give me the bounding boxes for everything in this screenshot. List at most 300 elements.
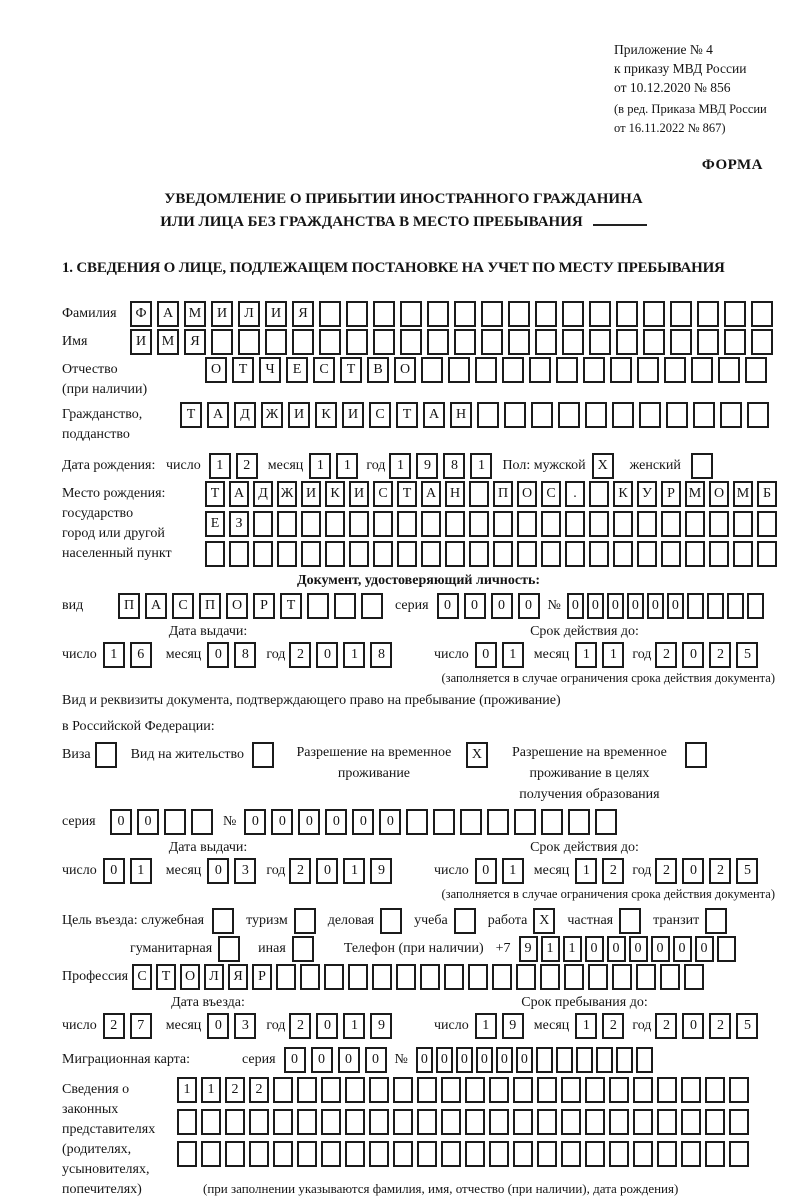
char-box[interactable] xyxy=(637,541,657,567)
visa-checkbox[interactable] xyxy=(95,742,117,768)
char-box[interactable]: С xyxy=(541,481,561,507)
char-box[interactable] xyxy=(249,1109,269,1135)
char-box[interactable]: 0 xyxy=(244,809,266,835)
char-box[interactable]: 0 xyxy=(516,1047,533,1073)
char-box[interactable]: А xyxy=(145,593,167,619)
char-box[interactable] xyxy=(751,329,773,355)
purpose-study-checkbox[interactable] xyxy=(454,908,476,934)
char-box[interactable] xyxy=(565,511,585,537)
char-box[interactable]: П xyxy=(493,481,513,507)
char-box[interactable]: О xyxy=(709,481,729,507)
char-box[interactable] xyxy=(657,1077,677,1103)
char-box[interactable] xyxy=(427,329,449,355)
char-box[interactable] xyxy=(589,301,611,327)
char-box[interactable] xyxy=(324,964,344,990)
char-box[interactable]: 0 xyxy=(379,809,401,835)
char-box[interactable]: Д xyxy=(253,481,273,507)
char-box[interactable]: Ж xyxy=(261,402,283,428)
char-box[interactable] xyxy=(253,511,273,537)
char-box[interactable] xyxy=(277,511,297,537)
char-box[interactable]: Ж xyxy=(277,481,297,507)
char-box[interactable]: 1 xyxy=(602,642,624,668)
char-box[interactable] xyxy=(729,1141,749,1167)
char-box[interactable] xyxy=(396,964,416,990)
char-box[interactable]: 0 xyxy=(682,642,704,668)
char-box[interactable] xyxy=(489,1141,509,1167)
char-box[interactable] xyxy=(273,1141,293,1167)
char-box[interactable]: 0 xyxy=(496,1047,513,1073)
purpose-humanitarian-checkbox[interactable] xyxy=(218,936,240,962)
char-box[interactable]: И xyxy=(265,301,287,327)
char-box[interactable]: О xyxy=(517,481,537,507)
char-box[interactable] xyxy=(681,1109,701,1135)
char-box[interactable]: С xyxy=(132,964,152,990)
char-box[interactable] xyxy=(346,301,368,327)
char-box[interactable]: С xyxy=(369,402,391,428)
char-box[interactable] xyxy=(273,1109,293,1135)
char-box[interactable]: 1 xyxy=(575,642,597,668)
char-box[interactable]: 0 xyxy=(437,593,459,619)
char-box[interactable] xyxy=(558,402,580,428)
char-box[interactable] xyxy=(400,329,422,355)
char-box[interactable] xyxy=(421,511,441,537)
char-box[interactable]: 0 xyxy=(627,593,644,619)
char-box[interactable] xyxy=(448,357,470,383)
char-box[interactable] xyxy=(583,357,605,383)
char-box[interactable] xyxy=(469,511,489,537)
char-box[interactable] xyxy=(562,301,584,327)
char-box[interactable] xyxy=(541,541,561,567)
char-box[interactable] xyxy=(477,402,499,428)
char-box[interactable]: Н xyxy=(445,481,465,507)
char-box[interactable]: 0 xyxy=(607,936,626,962)
char-box[interactable]: 7 xyxy=(130,1013,152,1039)
char-box[interactable] xyxy=(616,1047,633,1073)
char-box[interactable] xyxy=(427,301,449,327)
sex-male-checkbox[interactable]: X xyxy=(592,453,614,479)
char-box[interactable] xyxy=(321,1077,341,1103)
char-box[interactable] xyxy=(670,329,692,355)
char-box[interactable] xyxy=(585,1077,605,1103)
char-box[interactable] xyxy=(225,1109,245,1135)
char-box[interactable] xyxy=(249,1141,269,1167)
char-box[interactable] xyxy=(717,936,736,962)
char-box[interactable] xyxy=(576,1047,593,1073)
char-box[interactable] xyxy=(487,809,509,835)
char-box[interactable] xyxy=(685,511,705,537)
char-box[interactable]: 2 xyxy=(225,1077,245,1103)
char-box[interactable] xyxy=(517,511,537,537)
char-box[interactable] xyxy=(325,511,345,537)
char-box[interactable]: 0 xyxy=(316,1013,338,1039)
char-box[interactable] xyxy=(616,329,638,355)
char-box[interactable] xyxy=(307,593,329,619)
char-box[interactable] xyxy=(535,301,557,327)
char-box[interactable]: 0 xyxy=(271,809,293,835)
char-box[interactable]: Т xyxy=(205,481,225,507)
char-box[interactable]: М xyxy=(157,329,179,355)
char-box[interactable]: К xyxy=(325,481,345,507)
char-box[interactable]: 1 xyxy=(475,1013,497,1039)
char-box[interactable] xyxy=(191,809,213,835)
char-box[interactable]: З xyxy=(229,511,249,537)
char-box[interactable] xyxy=(345,1109,365,1135)
char-box[interactable] xyxy=(321,1141,341,1167)
char-box[interactable]: 8 xyxy=(443,453,465,479)
char-box[interactable] xyxy=(585,402,607,428)
char-box[interactable] xyxy=(301,541,321,567)
char-box[interactable] xyxy=(445,511,465,537)
char-box[interactable]: 0 xyxy=(103,858,125,884)
char-box[interactable] xyxy=(201,1141,221,1167)
char-box[interactable]: Р xyxy=(661,481,681,507)
char-box[interactable]: 0 xyxy=(607,593,624,619)
char-box[interactable]: 0 xyxy=(695,936,714,962)
char-box[interactable]: 2 xyxy=(289,642,311,668)
char-box[interactable] xyxy=(321,1109,341,1135)
char-box[interactable]: 5 xyxy=(736,642,758,668)
char-box[interactable]: Л xyxy=(204,964,224,990)
char-box[interactable] xyxy=(397,511,417,537)
char-box[interactable] xyxy=(373,301,395,327)
char-box[interactable] xyxy=(469,481,489,507)
char-box[interactable] xyxy=(609,1077,629,1103)
char-box[interactable]: П xyxy=(199,593,221,619)
char-box[interactable]: Ф xyxy=(130,301,152,327)
char-box[interactable]: Я xyxy=(184,329,206,355)
char-box[interactable] xyxy=(205,541,225,567)
char-box[interactable] xyxy=(610,357,632,383)
char-box[interactable]: 3 xyxy=(234,858,256,884)
char-box[interactable]: 8 xyxy=(234,642,256,668)
char-box[interactable]: 2 xyxy=(103,1013,125,1039)
char-box[interactable] xyxy=(540,964,560,990)
char-box[interactable] xyxy=(465,1077,485,1103)
char-box[interactable] xyxy=(513,1077,533,1103)
temp-permit-checkbox[interactable]: X xyxy=(466,742,488,768)
char-box[interactable] xyxy=(705,1109,725,1135)
char-box[interactable]: 1 xyxy=(343,642,365,668)
char-box[interactable] xyxy=(585,1109,605,1135)
char-box[interactable]: 1 xyxy=(502,858,524,884)
char-box[interactable] xyxy=(469,541,489,567)
char-box[interactable] xyxy=(693,402,715,428)
char-box[interactable]: У xyxy=(637,481,657,507)
char-box[interactable]: 0 xyxy=(207,1013,229,1039)
char-box[interactable]: 0 xyxy=(585,936,604,962)
char-box[interactable]: 2 xyxy=(289,1013,311,1039)
char-box[interactable] xyxy=(265,329,287,355)
char-box[interactable] xyxy=(292,329,314,355)
char-box[interactable] xyxy=(273,1077,293,1103)
char-box[interactable] xyxy=(393,1109,413,1135)
purpose-other-checkbox[interactable] xyxy=(292,936,314,962)
char-box[interactable] xyxy=(718,357,740,383)
char-box[interactable] xyxy=(406,809,428,835)
char-box[interactable] xyxy=(664,357,686,383)
char-box[interactable] xyxy=(373,541,393,567)
char-box[interactable] xyxy=(733,541,753,567)
char-box[interactable]: 0 xyxy=(682,858,704,884)
char-box[interactable]: 1 xyxy=(575,1013,597,1039)
char-box[interactable] xyxy=(709,541,729,567)
char-box[interactable] xyxy=(709,511,729,537)
char-box[interactable]: 1 xyxy=(343,1013,365,1039)
char-box[interactable] xyxy=(301,511,321,537)
char-box[interactable] xyxy=(334,593,356,619)
char-box[interactable]: С xyxy=(313,357,335,383)
char-box[interactable]: 0 xyxy=(464,593,486,619)
char-box[interactable] xyxy=(504,402,526,428)
char-box[interactable]: А xyxy=(423,402,445,428)
char-box[interactable] xyxy=(568,809,590,835)
char-box[interactable]: 6 xyxy=(130,642,152,668)
char-box[interactable] xyxy=(724,301,746,327)
char-box[interactable]: А xyxy=(207,402,229,428)
char-box[interactable]: 0 xyxy=(475,858,497,884)
char-box[interactable]: 0 xyxy=(476,1047,493,1073)
char-box[interactable] xyxy=(345,1141,365,1167)
char-box[interactable] xyxy=(417,1077,437,1103)
char-box[interactable] xyxy=(465,1109,485,1135)
char-box[interactable]: 2 xyxy=(709,1013,731,1039)
char-box[interactable]: 0 xyxy=(110,809,132,835)
char-box[interactable] xyxy=(541,511,561,537)
char-box[interactable] xyxy=(445,541,465,567)
char-box[interactable] xyxy=(513,1109,533,1135)
purpose-business-checkbox[interactable] xyxy=(380,908,402,934)
char-box[interactable] xyxy=(681,1077,701,1103)
char-box[interactable]: 1 xyxy=(336,453,358,479)
char-box[interactable]: 1 xyxy=(201,1077,221,1103)
char-box[interactable]: Я xyxy=(292,301,314,327)
char-box[interactable]: Р xyxy=(253,593,275,619)
char-box[interactable] xyxy=(636,964,656,990)
char-box[interactable] xyxy=(346,329,368,355)
char-box[interactable]: 9 xyxy=(370,1013,392,1039)
char-box[interactable] xyxy=(465,1141,485,1167)
char-box[interactable]: И xyxy=(349,481,369,507)
char-box[interactable] xyxy=(612,402,634,428)
char-box[interactable] xyxy=(502,357,524,383)
char-box[interactable] xyxy=(637,511,657,537)
char-box[interactable] xyxy=(536,1047,553,1073)
purpose-transit-checkbox[interactable] xyxy=(705,908,727,934)
char-box[interactable] xyxy=(561,1109,581,1135)
char-box[interactable] xyxy=(637,357,659,383)
char-box[interactable] xyxy=(433,809,455,835)
char-box[interactable] xyxy=(229,541,249,567)
char-box[interactable] xyxy=(361,593,383,619)
char-box[interactable] xyxy=(481,301,503,327)
char-box[interactable] xyxy=(657,1109,677,1135)
char-box[interactable] xyxy=(489,1077,509,1103)
char-box[interactable]: К xyxy=(613,481,633,507)
char-box[interactable] xyxy=(585,1141,605,1167)
char-box[interactable] xyxy=(537,1077,557,1103)
char-box[interactable] xyxy=(657,1141,677,1167)
char-box[interactable] xyxy=(421,541,441,567)
char-box[interactable]: 0 xyxy=(629,936,648,962)
char-box[interactable]: 0 xyxy=(647,593,664,619)
char-box[interactable] xyxy=(595,809,617,835)
char-box[interactable] xyxy=(211,329,233,355)
char-box[interactable] xyxy=(225,1141,245,1167)
char-box[interactable] xyxy=(729,1077,749,1103)
char-box[interactable] xyxy=(691,357,713,383)
char-box[interactable] xyxy=(687,593,704,619)
char-box[interactable]: А xyxy=(421,481,441,507)
char-box[interactable]: 1 xyxy=(389,453,411,479)
char-box[interactable] xyxy=(393,1077,413,1103)
char-box[interactable]: Е xyxy=(286,357,308,383)
char-box[interactable]: Т xyxy=(340,357,362,383)
char-box[interactable] xyxy=(373,329,395,355)
char-box[interactable] xyxy=(757,541,777,567)
char-box[interactable]: 0 xyxy=(587,593,604,619)
char-box[interactable]: 2 xyxy=(249,1077,269,1103)
char-box[interactable] xyxy=(633,1077,653,1103)
char-box[interactable]: В xyxy=(367,357,389,383)
char-box[interactable]: 0 xyxy=(673,936,692,962)
char-box[interactable]: 2 xyxy=(709,858,731,884)
char-box[interactable]: 9 xyxy=(370,858,392,884)
char-box[interactable]: И xyxy=(211,301,233,327)
char-box[interactable]: 1 xyxy=(103,642,125,668)
char-box[interactable] xyxy=(562,329,584,355)
char-box[interactable]: И xyxy=(301,481,321,507)
char-box[interactable] xyxy=(297,1077,317,1103)
char-box[interactable]: С xyxy=(172,593,194,619)
char-box[interactable]: 1 xyxy=(343,858,365,884)
char-box[interactable]: 0 xyxy=(365,1047,387,1073)
char-box[interactable] xyxy=(529,357,551,383)
char-box[interactable] xyxy=(589,481,609,507)
char-box[interactable]: 0 xyxy=(436,1047,453,1073)
char-box[interactable]: Е xyxy=(205,511,225,537)
char-box[interactable]: И xyxy=(288,402,310,428)
char-box[interactable] xyxy=(633,1141,653,1167)
char-box[interactable]: 2 xyxy=(655,642,677,668)
char-box[interactable]: 0 xyxy=(475,642,497,668)
char-box[interactable] xyxy=(349,511,369,537)
char-box[interactable] xyxy=(565,541,585,567)
char-box[interactable] xyxy=(747,593,764,619)
char-box[interactable] xyxy=(325,541,345,567)
char-box[interactable] xyxy=(661,511,681,537)
char-box[interactable] xyxy=(661,541,681,567)
char-box[interactable]: 0 xyxy=(352,809,374,835)
char-box[interactable]: 2 xyxy=(709,642,731,668)
char-box[interactable]: 2 xyxy=(602,1013,624,1039)
char-box[interactable] xyxy=(454,301,476,327)
char-box[interactable]: А xyxy=(229,481,249,507)
char-box[interactable]: 2 xyxy=(289,858,311,884)
char-box[interactable] xyxy=(441,1077,461,1103)
char-box[interactable] xyxy=(729,1109,749,1135)
char-box[interactable]: Т xyxy=(232,357,254,383)
char-box[interactable]: Н xyxy=(450,402,472,428)
char-box[interactable]: 0 xyxy=(207,858,229,884)
char-box[interactable]: Т xyxy=(397,481,417,507)
char-box[interactable] xyxy=(535,329,557,355)
char-box[interactable]: С xyxy=(373,481,393,507)
char-box[interactable]: Т xyxy=(156,964,176,990)
purpose-work-checkbox[interactable]: X xyxy=(533,908,555,934)
char-box[interactable]: Т xyxy=(180,402,202,428)
char-box[interactable] xyxy=(400,301,422,327)
char-box[interactable] xyxy=(475,357,497,383)
char-box[interactable] xyxy=(589,541,609,567)
char-box[interactable]: 0 xyxy=(316,642,338,668)
char-box[interactable] xyxy=(441,1141,461,1167)
char-box[interactable]: 0 xyxy=(567,593,584,619)
char-box[interactable]: 2 xyxy=(602,858,624,884)
char-box[interactable] xyxy=(369,1077,389,1103)
char-box[interactable] xyxy=(493,541,513,567)
char-box[interactable] xyxy=(297,1141,317,1167)
char-box[interactable] xyxy=(468,964,488,990)
char-box[interactable] xyxy=(369,1141,389,1167)
char-box[interactable] xyxy=(441,1109,461,1135)
char-box[interactable] xyxy=(372,964,392,990)
char-box[interactable] xyxy=(733,511,753,537)
char-box[interactable] xyxy=(531,402,553,428)
char-box[interactable] xyxy=(460,809,482,835)
char-box[interactable] xyxy=(508,329,530,355)
char-box[interactable]: 0 xyxy=(456,1047,473,1073)
char-box[interactable] xyxy=(201,1109,221,1135)
char-box[interactable]: 0 xyxy=(491,593,513,619)
char-box[interactable] xyxy=(561,1077,581,1103)
char-box[interactable]: 8 xyxy=(370,642,392,668)
char-box[interactable] xyxy=(297,1109,317,1135)
char-box[interactable]: 0 xyxy=(667,593,684,619)
char-box[interactable]: 9 xyxy=(502,1013,524,1039)
char-box[interactable]: 1 xyxy=(541,936,560,962)
char-box[interactable] xyxy=(724,329,746,355)
char-box[interactable] xyxy=(609,1109,629,1135)
char-box[interactable] xyxy=(639,402,661,428)
char-box[interactable] xyxy=(751,301,773,327)
char-box[interactable]: И xyxy=(130,329,152,355)
char-box[interactable] xyxy=(489,1109,509,1135)
char-box[interactable]: 0 xyxy=(325,809,347,835)
residence-permit-checkbox[interactable] xyxy=(252,742,274,768)
char-box[interactable]: 1 xyxy=(209,453,231,479)
char-box[interactable] xyxy=(612,964,632,990)
char-box[interactable] xyxy=(745,357,767,383)
char-box[interactable] xyxy=(613,541,633,567)
char-box[interactable]: И xyxy=(342,402,364,428)
char-box[interactable]: 1 xyxy=(502,642,524,668)
char-box[interactable]: 2 xyxy=(655,858,677,884)
char-box[interactable]: 0 xyxy=(137,809,159,835)
char-box[interactable]: А xyxy=(157,301,179,327)
char-box[interactable] xyxy=(348,964,368,990)
char-box[interactable] xyxy=(349,541,369,567)
char-box[interactable] xyxy=(393,1141,413,1167)
char-box[interactable] xyxy=(300,964,320,990)
char-box[interactable]: 5 xyxy=(736,1013,758,1039)
char-box[interactable]: Л xyxy=(238,301,260,327)
char-box[interactable] xyxy=(373,511,393,537)
char-box[interactable]: 0 xyxy=(338,1047,360,1073)
char-box[interactable]: 0 xyxy=(316,858,338,884)
char-box[interactable] xyxy=(666,402,688,428)
char-box[interactable]: 2 xyxy=(236,453,258,479)
char-box[interactable] xyxy=(589,329,611,355)
